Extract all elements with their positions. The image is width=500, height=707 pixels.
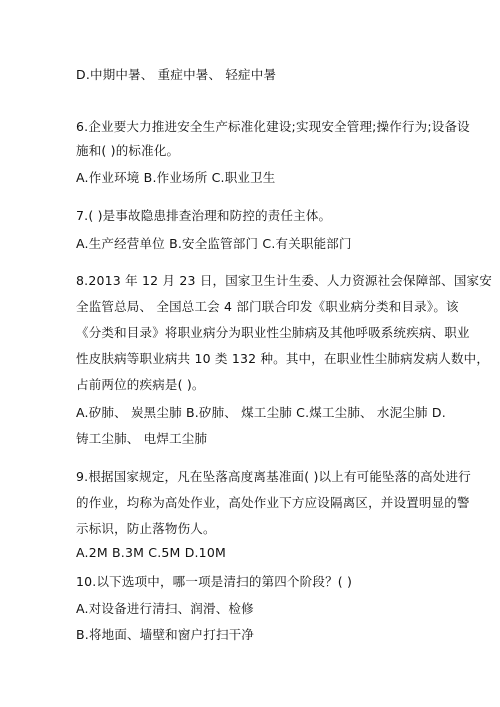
- q8-options-line1: A.矽肺、 炭黑尘肺 B.矽肺、 煤工尘肺 C.煤工尘肺、 水泥尘肺 D.: [76, 405, 446, 420]
- q9-stem-line1: 9.根据国家规定，凡在坠落高度离基准面( )以上有可能坠落的高处进行: [76, 469, 471, 484]
- q9-stem-line2: 的作业，均称为高处作业，高处作业下方应设隔离区，并设置明显的警: [76, 495, 470, 510]
- q6-stem-line1: 6.企业要大力推进安全生产标准化建设;实现安全管理;操作行为;设备设: [76, 119, 470, 134]
- q5-option-d: D.中期中暑、 重症中暑、 轻症中暑: [76, 67, 277, 82]
- q8-options-line2: 铸工尘肺、 电焊工尘肺: [76, 431, 208, 446]
- q8-stem-line1: 8.2013 年 12 月 23 日，国家卫生计生委、人力资源社会保障部、国家安: [76, 273, 492, 288]
- q8-stem-line4: 性皮肤病等职业病共 10 类 132 种。其中，在职业性尘肺病发病人数中，: [76, 351, 490, 366]
- q6-stem-line2: 施和( )的标准化。: [76, 143, 180, 158]
- q9-stem-line3: 示标识，防止落物伤人。: [76, 521, 216, 536]
- q10-stem-line1: 10.以下选项中，哪一项是清扫的第四个阶段？( ): [76, 574, 353, 589]
- q6-options: A.作业环境 B.作业场所 C.职业卫生: [76, 170, 276, 185]
- q10-option-b: B.将地面、墙壁和窗户打扫干净: [76, 627, 255, 642]
- q7-stem-line1: 7.( )是事故隐患排查治理和防控的责任主体。: [76, 208, 332, 223]
- q8-stem-line2: 全监管总局、 全国总工会 4 部门联合印发《职业病分类和目录》。该: [76, 299, 459, 314]
- q10-option-a: A.对设备进行清扫、润滑、检修: [76, 601, 254, 616]
- q8-stem-line5: 占前两位的疾病是( )。: [76, 377, 205, 392]
- q9-options: A.2M B.3M C.5M D.10M: [76, 545, 226, 560]
- q8-stem-line3: 《分类和目录》将职业病分为职业性尘肺病及其他呼吸系统疾病、职业: [76, 325, 470, 340]
- q7-options: A.生产经营单位 B.安全监管部门 C.有关职能部门: [76, 236, 352, 251]
